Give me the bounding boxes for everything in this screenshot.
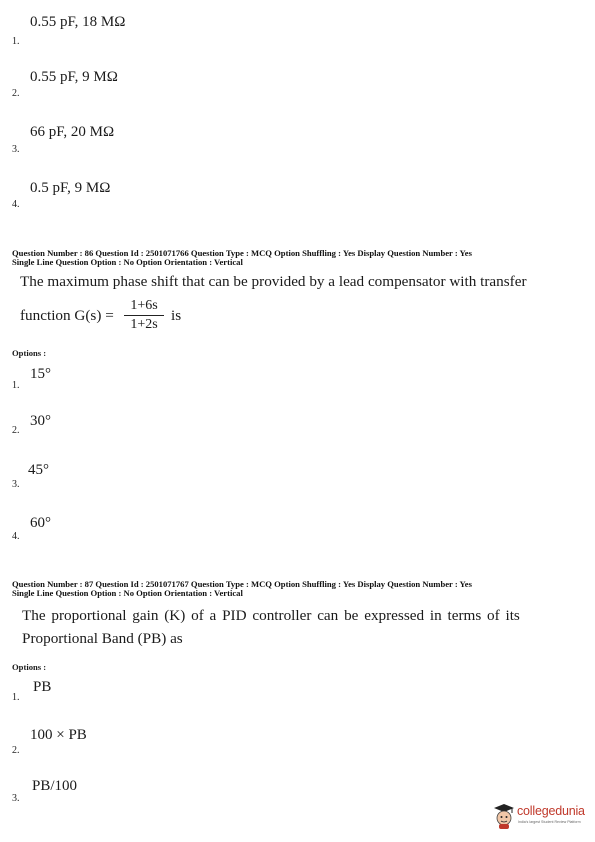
q86-option-1-text: 15° (30, 366, 51, 382)
q86-option-3-number: 3. (12, 479, 20, 490)
q86-option-2-number: 2. (12, 425, 20, 436)
q87-meta-line-2: Single Line Question Option : No Option Orientation : Vertical (12, 588, 243, 598)
prev-option-3-text: 66 pF, 20 MΩ (30, 124, 115, 140)
prev-option-1-number: 1. (12, 36, 20, 47)
logo-tagline: India's largest Student Review Platform (518, 820, 581, 824)
graduate-mascot-icon (493, 803, 515, 829)
prev-option-1-text: 0.55 pF, 18 MΩ (30, 14, 126, 30)
prev-option-3-number: 3. (12, 144, 20, 155)
collegedunia-logo (493, 801, 589, 831)
q87-text-line-2: Proportional Band (PB) as (22, 630, 183, 647)
q87-option-3-text: PB/100 (32, 778, 78, 794)
prev-option-2-number: 2. (12, 88, 20, 99)
prev-option-4-text: 0.5 pF, 9 MΩ (30, 180, 111, 196)
q86-options-label: Options : (12, 348, 47, 358)
q87-text-line-1: The proportional gain (K) of a PID controller can be expressed in terms of its (22, 607, 520, 624)
q86-fraction-numerator: 1+6s (130, 298, 158, 313)
q87-option-3-number: 3. (12, 793, 20, 804)
q86-option-4-number: 4. (12, 531, 20, 542)
prev-option-4-number: 4. (12, 199, 20, 210)
q86-meta-line-2: Single Line Question Option : No Option Orientation : Vertical (12, 257, 243, 267)
q87-option-2-number: 2. (12, 745, 20, 756)
q86-fraction-bar (124, 315, 164, 316)
q86-option-1-number: 1. (12, 380, 20, 391)
q86-meta-line-1: Question Number : 86 Question Id : 2501071766 Question Type : MCQ Option Shuffling : Yes Display Question Number : Yes (12, 248, 472, 258)
q86-text-line-2-suffix: is (171, 307, 182, 324)
q86-text-line-2-prefix: function G(s) = (20, 307, 114, 324)
q86-transfer-function-fraction (124, 298, 164, 333)
prev-option-2-text: 0.55 pF, 9 MΩ (30, 69, 118, 85)
q87-option-2-text: 100 × PB (30, 727, 87, 743)
q87-option-1-number: 1. (12, 692, 20, 703)
logo-wordmark: collegedunia (517, 804, 585, 818)
q86-text-line-1: The maximum phase shift that can be provided by a lead compensator with transfer (20, 273, 527, 290)
q86-option-4-text: 60° (30, 515, 51, 531)
q86-option-2-text: 30° (30, 413, 51, 429)
q86-option-3-text: 45° (28, 462, 49, 478)
q86-fraction-denominator: 1+2s (130, 317, 158, 332)
q87-options-label: Options : (12, 662, 47, 672)
q87-option-1-text: PB (33, 679, 52, 695)
q87-meta-line-1: Question Number : 87 Question Id : 2501071767 Question Type : MCQ Option Shuffling : Yes Display Question Number : Yes (12, 579, 472, 589)
